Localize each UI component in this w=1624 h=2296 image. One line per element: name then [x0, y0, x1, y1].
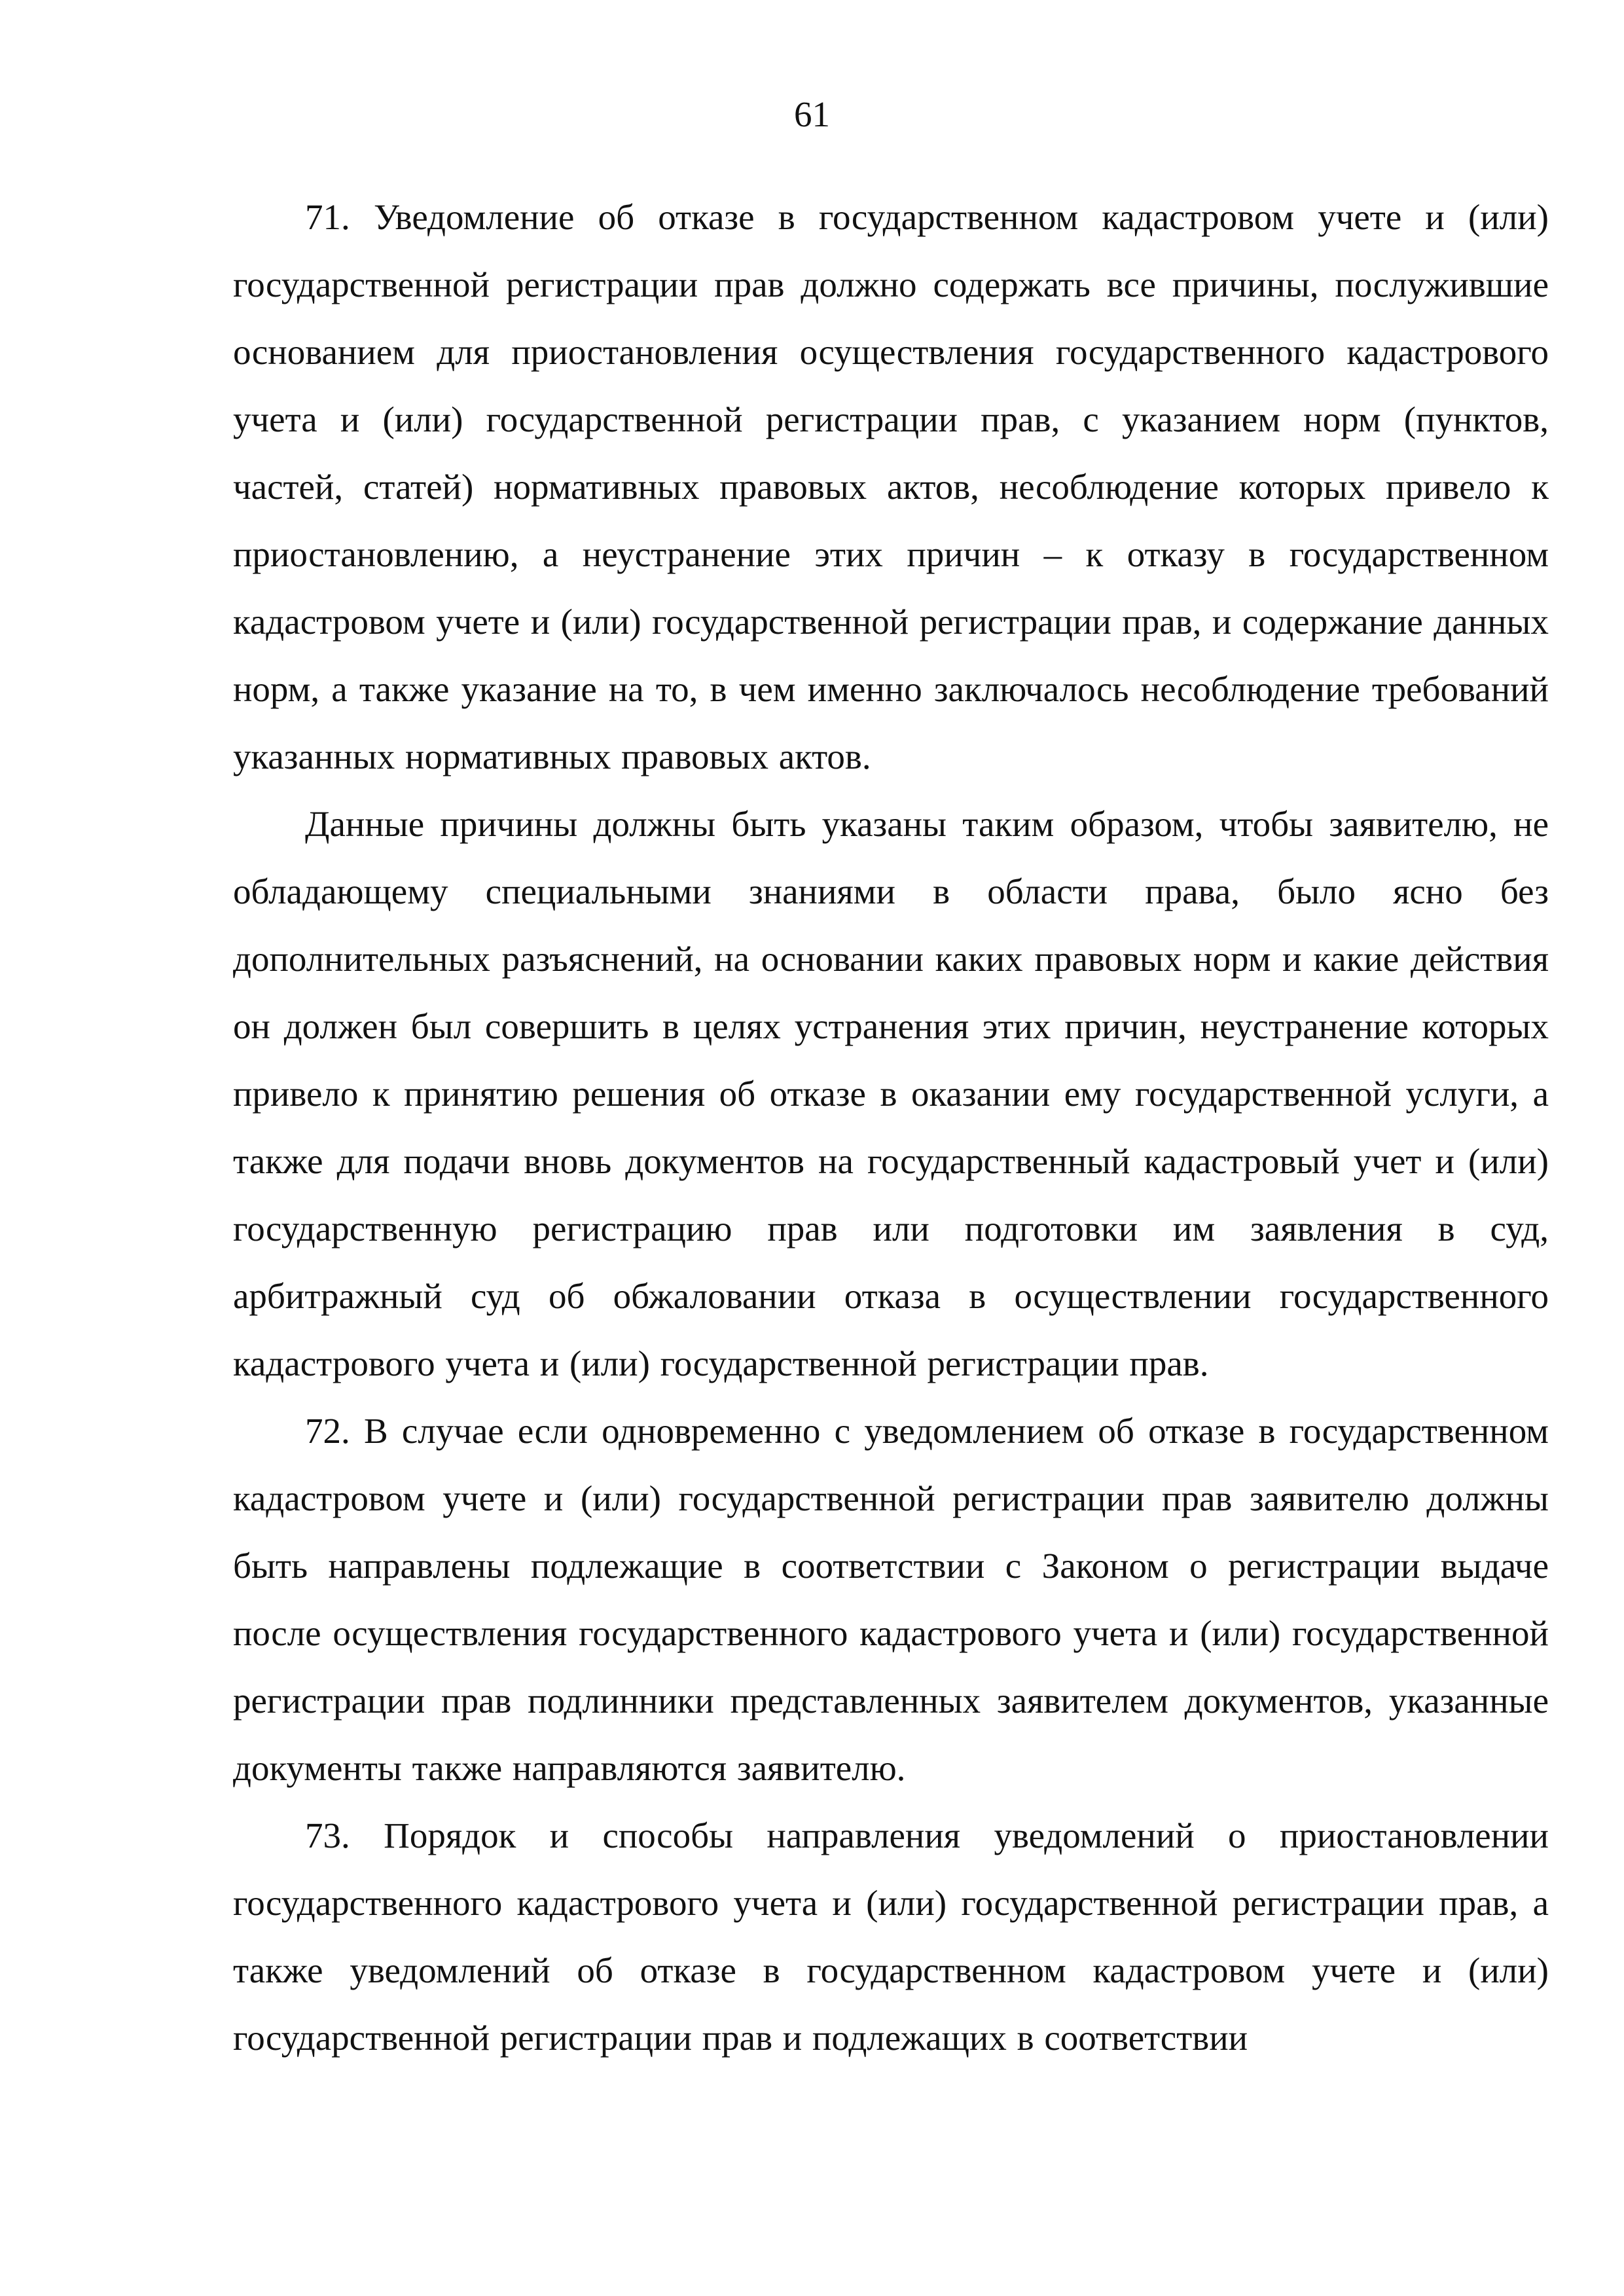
page-number: 61	[794, 94, 830, 134]
paragraph-73: 73. Порядок и способы направления уведомлений о приостановлении государственного кадастрового учета и (или) государственной регистрации прав, а также уведомлений об отказе в государственном кадастровом учете и (или) государственной регистрации прав и подлежащих в соответствии	[233, 1815, 1549, 2058]
paragraph-71: 71. Уведомление об отказе в государственном кадастровом учете и (или) государственной регистрации прав должно содержать все причины, послужившие основанием для приостановления осуществления государственного кадастрового учета и (или) государственной регистрации прав, с указанием норм (пунктов, частей, статей) нормативных правовых актов, несоблюдение которых привело к приостановлению, а неустранение этих причин – к отказу в государственном кадастровом учете и (или) государственной регистрации прав, и содержание данных норм, а также указание на то, в чем именно заключалось несоблюдение требований указанных нормативных правовых актов.	[233, 197, 1549, 776]
paragraph-72: 72. В случае если одновременно с уведомлением об отказе в государственном кадастровом учете и (или) государственной регистрации прав заявителю должны быть направлены подлежащие в соответствии с Законом о регистрации выдаче после осуществления государственного кадастрового учета и (или) государственной регистрации прав подлинники представленных заявителем документов, указанные документы также направляются заявителю.	[233, 1411, 1549, 1788]
paragraph-71-continuation: Данные причины должны быть указаны таким образом, чтобы заявителю, не обладающему специальными знаниями в области права, было ясно без дополнительных разъяснений, на основании каких правовых норм и какие действия он должен был совершить в целях устранения этих причин, неустранение которых привело к принятию решения об отказе в оказании ему государственной услуги, а также для подачи вновь документов на государственный кадастровый учет и (или) государственную регистрацию прав или подготовки им заявления в суд, арбитражный суд об обжаловании отказа в осуществлении государственного кадастрового учета и (или) государственной регистрации прав.	[233, 804, 1549, 1383]
document-body	[233, 183, 1549, 2071]
